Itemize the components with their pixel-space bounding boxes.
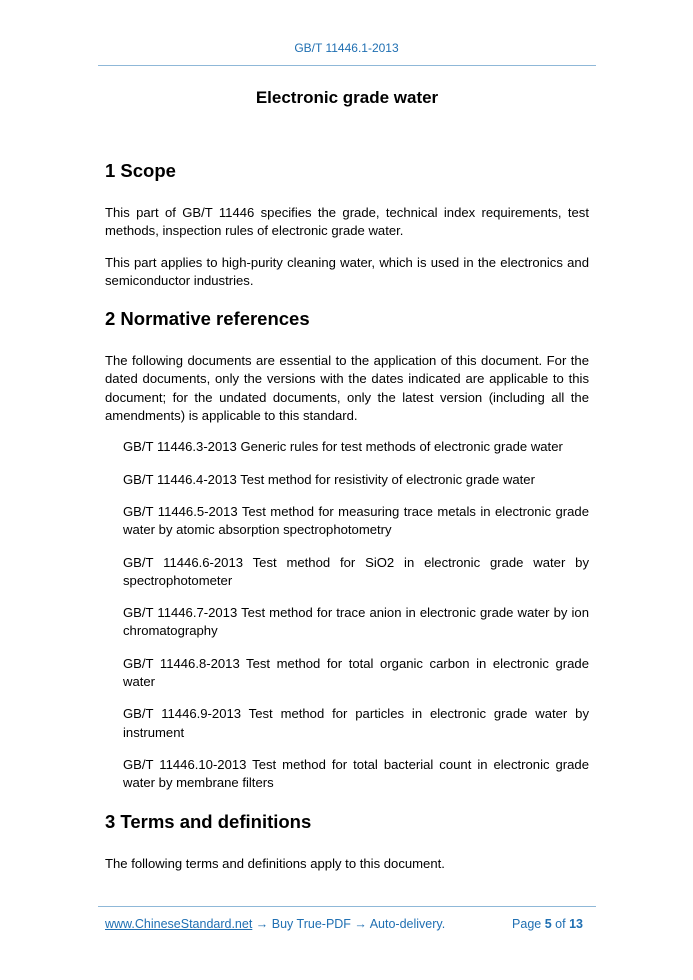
section-normative-references — [105, 308, 589, 792]
reference-item: GB/T 11446.9-2013 Test method for particles in electronic grade water by instrument — [123, 706, 589, 740]
page-total: 13 — [569, 917, 583, 931]
scope-paragraph-2: This part applies to high-purity cleaning water, which is used in the electronics and semiconductor industries. — [105, 254, 589, 288]
section-terms-and-definitions — [105, 811, 589, 873]
reference-item: GB/T 11446.6-2013 Test method for SiO2 in electronic grade water by spectrophotometer — [123, 554, 589, 588]
section-heading-terms: 3 Terms and definitions — [105, 810, 312, 832]
reference-item: GB/T 11446.3-2013 Generic rules for test methods of electronic grade water — [123, 439, 563, 455]
section-heading-scope: 1 Scope — [105, 160, 176, 181]
section-heading-normative-references: 2 Normative references — [105, 308, 310, 330]
document-title: Electronic grade water — [255, 88, 439, 107]
website-link[interactable]: www.ChineseStandard.net — [105, 917, 253, 931]
reference-list — [105, 438, 589, 792]
scope-paragraph-1: This part of GB/T 11446 specifies the grade, technical index requirements, test methods, inspection rules of electronic grade water. — [105, 205, 589, 239]
section-scope — [105, 160, 589, 290]
page-current: 5 — [544, 917, 552, 931]
normative-intro-paragraph: The following documents are essential to the application of this document. For the dated documents, only the versions with the dates indicated are applicable to this document; for the undated documents, only the latest version (including all the amendments) is applicable to this standard. — [105, 353, 589, 424]
page-of-label: of — [555, 917, 566, 931]
page-number — [512, 917, 583, 931]
header-doc-code: GB/T 11446.1-2013 — [294, 41, 399, 55]
footer-promo — [105, 917, 445, 931]
reference-item: GB/T 11446.8-2013 Test method for total organic carbon in electronic grade water — [123, 655, 589, 690]
footer-divider — [98, 906, 596, 907]
reference-item: GB/T 11446.5-2013 Test method for measuring trace metals in electronic grade water by atomic absorption spectrophotometry — [123, 503, 589, 538]
page-content — [105, 88, 589, 891]
page-label: Page — [512, 917, 542, 931]
terms-intro-paragraph: The following terms and definitions apply to this document. — [105, 855, 445, 871]
footer-promo-text: → Buy True-PDF → Auto-delivery. — [252, 917, 446, 931]
reference-item: GB/T 11446.7-2013 Test method for trace anion in electronic grade water by ion chromatography — [123, 605, 589, 639]
header-divider — [98, 65, 596, 66]
reference-item: GB/T 11446.4-2013 Test method for resistivity of electronic grade water — [123, 471, 535, 487]
reference-item: GB/T 11446.10-2013 Test method for total bacterial count in electronic grade water by membrane filters — [123, 756, 589, 791]
